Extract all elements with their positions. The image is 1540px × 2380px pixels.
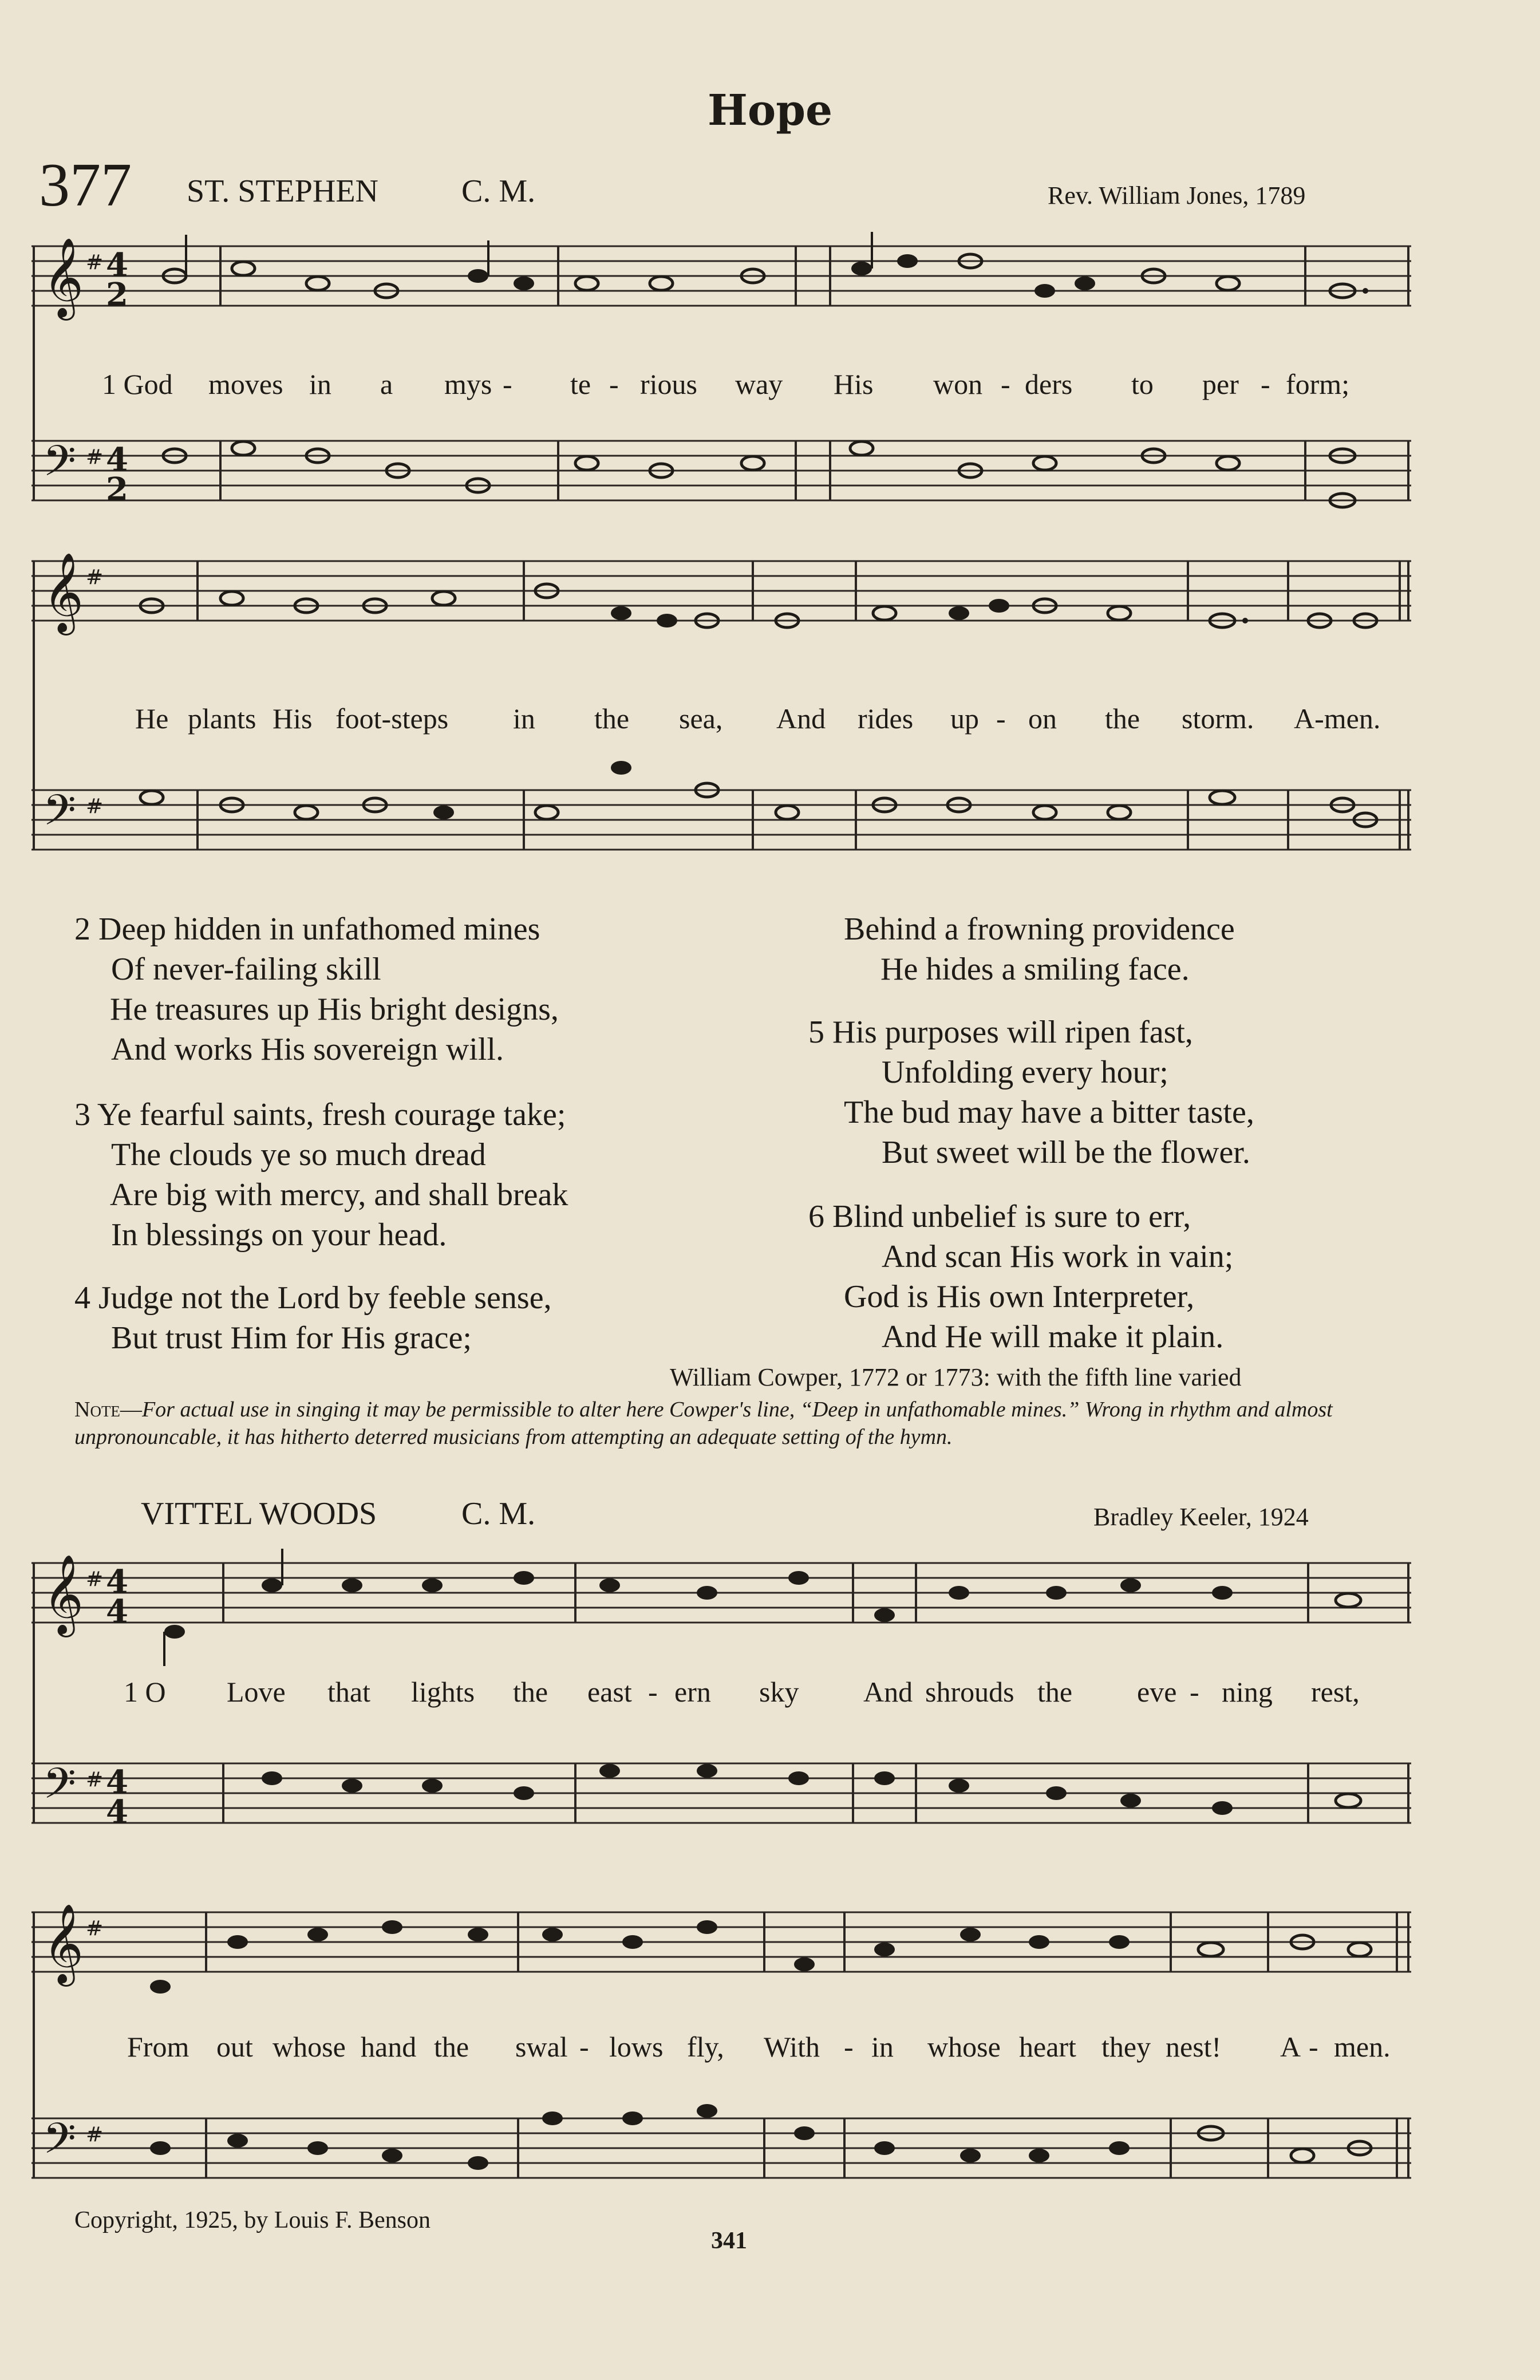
lyric: eve bbox=[1137, 1676, 1177, 1708]
svg-text:𝄢: 𝄢 bbox=[43, 1759, 76, 1819]
lyric: rious bbox=[640, 368, 697, 400]
lyric: From bbox=[127, 2031, 189, 2063]
lyric: - bbox=[844, 2031, 854, 2063]
treble-staff-3 bbox=[31, 1563, 1411, 1623]
lyric: With bbox=[764, 2031, 820, 2063]
lyric: they bbox=[1101, 2031, 1151, 2063]
lyric: the bbox=[1105, 702, 1140, 735]
lyric: - bbox=[648, 1676, 658, 1708]
lyric: to bbox=[1131, 368, 1154, 400]
treble-staff-2 bbox=[31, 561, 1411, 621]
verse-4-continuation: Behind a frowning providence He hides a smiling face. bbox=[844, 911, 1235, 987]
lyric: plants bbox=[188, 702, 256, 735]
svg-text:𝄢: 𝄢 bbox=[43, 786, 76, 846]
lyric: that bbox=[327, 1676, 370, 1708]
tune-meter-2: C. M. bbox=[461, 1496, 536, 1532]
verse-6: 6 Blind unbelief is sure to err, And scan His work in vain; God is His own Interpreter, And He will make it plain. bbox=[808, 1199, 1234, 1355]
lyric: storm. bbox=[1182, 702, 1254, 735]
lyric: And bbox=[776, 702, 826, 735]
svg-text:𝄞: 𝄞 bbox=[43, 238, 84, 317]
lyric: way bbox=[735, 368, 783, 400]
lyric: men. bbox=[1334, 2031, 1391, 2063]
composer-credit-2: Bradley Keeler, 1924 bbox=[1093, 1503, 1309, 1531]
lyric: ders bbox=[1025, 368, 1073, 400]
section-title: Hope bbox=[707, 86, 833, 135]
page-number: 341 bbox=[711, 2228, 747, 2254]
svg-text:4: 4 bbox=[106, 441, 128, 479]
lyric: swal bbox=[515, 2031, 568, 2063]
lyric: lows bbox=[609, 2031, 664, 2063]
svg-text:𝄢: 𝄢 bbox=[43, 2114, 76, 2174]
lyric: the bbox=[513, 1676, 548, 1708]
lyric: heart bbox=[1019, 2031, 1076, 2063]
lyric: fly, bbox=[687, 2031, 724, 2063]
lyric: won bbox=[933, 368, 983, 400]
svg-text:2: 2 bbox=[106, 471, 128, 508]
editorial-note: Note—For actual use in singing it may be permissible to alter here Cowper's line, “Deep in unfathomable mines.” Wrong in rhythm and almost unpronouncable, it has hitherto deterred musicians from attempting an adequate setting of the hymn. bbox=[74, 1398, 1333, 1449]
lyric: in bbox=[871, 2031, 894, 2063]
svg-text:2: 2 bbox=[106, 276, 128, 314]
lyric: rides bbox=[858, 702, 914, 735]
lyric: whose bbox=[273, 2031, 346, 2063]
svg-text:#: # bbox=[86, 1768, 104, 1791]
lyric: lights bbox=[411, 1676, 475, 1708]
lyric: the bbox=[594, 702, 630, 735]
tune-meter: C. M. bbox=[461, 173, 536, 209]
bass-staff-1 bbox=[31, 441, 1411, 500]
svg-text:#: # bbox=[86, 1568, 104, 1591]
verse-4: 4 Judge not the Lord by feeble sense, But trust Him for His grace; bbox=[74, 1280, 552, 1356]
copyright: Copyright, 1925, by Louis F. Benson bbox=[74, 2207, 431, 2233]
lyric: Love bbox=[227, 1676, 286, 1708]
lyric: a bbox=[380, 368, 393, 400]
lyric: in bbox=[309, 368, 331, 400]
svg-text:𝄞: 𝄞 bbox=[43, 1554, 84, 1634]
lyric: - bbox=[1261, 368, 1270, 400]
lyric: hand bbox=[361, 2031, 417, 2063]
lyric: And bbox=[863, 1676, 913, 1708]
svg-text:#: # bbox=[86, 795, 104, 818]
lyric: out bbox=[216, 2031, 253, 2063]
composer-credit: Rev. William Jones, 1789 bbox=[1048, 181, 1306, 210]
svg-text:4: 4 bbox=[106, 246, 128, 284]
tune-name: ST. STEPHEN bbox=[187, 173, 378, 209]
lyric: per bbox=[1202, 368, 1239, 400]
svg-text:𝄢: 𝄢 bbox=[43, 436, 76, 496]
svg-text:4: 4 bbox=[106, 1563, 128, 1601]
svg-text:4: 4 bbox=[106, 1593, 128, 1631]
lyric: foot-steps bbox=[335, 702, 449, 735]
bass-staff-3 bbox=[31, 1763, 1411, 1823]
lyric: A bbox=[1280, 2031, 1301, 2063]
lyric: form; bbox=[1286, 368, 1350, 400]
lyric: He bbox=[135, 702, 169, 735]
lyric: - bbox=[1309, 2031, 1318, 2063]
svg-text:4: 4 bbox=[106, 1763, 128, 1801]
lyric: nest! bbox=[1166, 2031, 1222, 2063]
lyric: mys bbox=[444, 368, 492, 400]
svg-text:𝄞: 𝄞 bbox=[43, 1904, 84, 1983]
lyric: 1 O bbox=[124, 1676, 166, 1708]
lyric: whose bbox=[927, 2031, 1001, 2063]
lyric: - bbox=[503, 368, 512, 400]
lyric: His bbox=[834, 368, 874, 400]
lyric: A-men. bbox=[1294, 702, 1381, 735]
lyric: ern bbox=[674, 1676, 711, 1708]
verse-3: 3 Ye fearful saints, fresh courage take; The clouds ye so much dread Are big with mercy, and shall break In blessings on your head. bbox=[74, 1097, 568, 1253]
lyric: sky bbox=[759, 1676, 799, 1708]
svg-text:#: # bbox=[86, 445, 104, 469]
author-credit: William Cowper, 1772 or 1773: with the fifth line varied bbox=[670, 1363, 1242, 1391]
hymn-number: 377 bbox=[39, 151, 132, 219]
lyric: 1 God bbox=[102, 368, 173, 400]
lyric: east bbox=[587, 1676, 632, 1708]
lyric: - bbox=[1001, 368, 1010, 400]
lyric: sea, bbox=[679, 702, 723, 735]
lyric: on bbox=[1028, 702, 1057, 735]
lyric: His bbox=[273, 702, 313, 735]
lyric: - bbox=[1190, 1676, 1199, 1708]
lyric: rest, bbox=[1311, 1676, 1360, 1708]
verse-2: 2 Deep hidden in unfathomed mines Of never-failing skill He treasures up His bright designs, And works His sovereign will. bbox=[74, 911, 559, 1067]
lyric: shrouds bbox=[925, 1676, 1014, 1708]
tune-name-2: VITTEL WOODS bbox=[141, 1496, 377, 1532]
lyric: - bbox=[996, 702, 1006, 735]
lyric: te bbox=[570, 368, 591, 400]
svg-text:4: 4 bbox=[106, 1793, 128, 1831]
lyric: ning bbox=[1222, 1676, 1273, 1708]
svg-text:#: # bbox=[86, 2123, 104, 2146]
svg-text:𝄞: 𝄞 bbox=[43, 552, 84, 632]
verse-5: 5 His purposes will ripen fast, Unfolding every hour; The bud may have a bitter taste, But sweet will be the flower. bbox=[808, 1015, 1254, 1170]
lyric: the bbox=[1037, 1676, 1073, 1708]
svg-text:#: # bbox=[86, 566, 104, 589]
lyric: up bbox=[950, 702, 979, 735]
lyric: - bbox=[579, 2031, 589, 2063]
lyric: - bbox=[609, 368, 619, 400]
svg-text:#: # bbox=[86, 1917, 104, 1940]
lyric: the bbox=[434, 2031, 469, 2063]
lyric: in bbox=[513, 702, 535, 735]
lyric: moves bbox=[208, 368, 283, 400]
svg-text:#: # bbox=[86, 251, 104, 274]
